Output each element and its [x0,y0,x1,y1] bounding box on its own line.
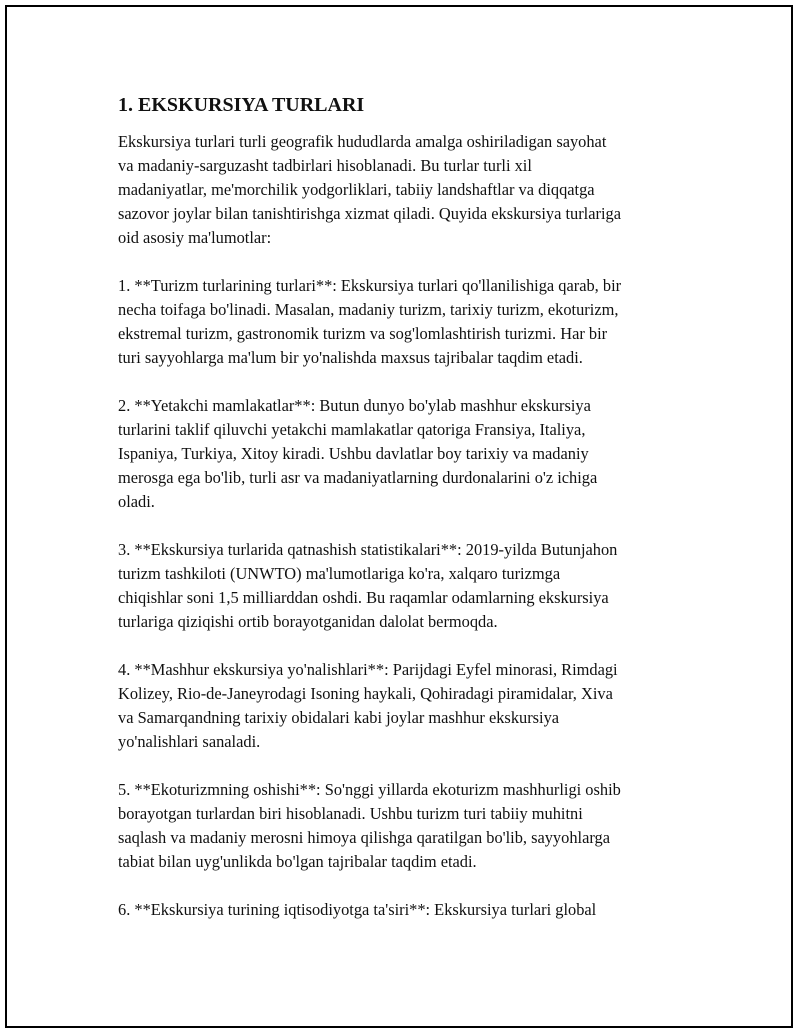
list-item-6: 6. **Ekskursiya turining iqtisodiyotga ta'siri**: Ekskursiya turlari global [118,900,597,919]
document-body [118,92,698,922]
paragraph-gap [118,874,698,898]
list-item-2: 2. **Yetakchi mamlakatlar**: Butun dunyo bo'ylab mashhur ekskursiya turlarini taklif qiluvchi yetakchi mamlakatlar qatoriga Fransiya, Italiya, Ispaniya, Turkiya, Xitoy kiradi. Ushbu davlatlar boy tarixiy va madaniy merosga ega bo'lib, turli asr va madaniyatlarning durdonalarini o'z ichiga oladi. [118,396,598,511]
list-item-4: 4. **Mashhur ekskursiya yo'nalishlari**: Parijdagi Eyfel minorasi, Rimdagi Kolizey, Rio-de-Janeyrodagi Isoning haykali, Qohiradagi piramidalar, Xiva va Samarqandning tarixiy obidalari kabi joylar mashhur ekskursiya yo'nalishlari sanaladi. [118,660,618,751]
list-item-1: 1. **Turizm turlarining turlari**: Ekskursiya turlari qo'llanilishiga qarab, bir necha toifaga bo'linadi. Masalan, madaniy turizm, tarixiy turizm, ekoturizm, ekstremal turizm, gastronomik turizm va sog'lomlashtirish turizmi. Har bir turi sayyohlarga ma'lum bir yo'nalishda maxsus tajribalar taqdim etadi. [118,276,622,367]
paragraph-gap [118,754,698,778]
list-item-3: 3. **Ekskursiya turlarida qatnashish statistikalari**: 2019-yilda Butunjahon turizm tashkiloti (UNWTO) ma'lumotlariga ko'ra, xalqaro turizmga chiqishlar soni 1,5 milliarddan oshdi. Bu raqamlar odamlarning ekskursiya turlariga qiziqishi ortib borayotganidan dalolat bermoqda. [118,540,618,631]
list-item-5: 5. **Ekoturizmning oshishi**: So'nggi yillarda ekoturizm mashhurligi oshib borayotgan turlardan biri hisoblanadi. Ushbu turizm turi tabiiy muhitni saqlash va madaniy merosni himoya qilishga qaratilgan bo'lib, sayyohlarga tabiat bilan uyg'unlikda bo'lgan tajribalar taqdim etadi. [118,780,621,871]
intro-paragraph: Ekskursiya turlari turli geografik hududlarda amalga oshiriladigan sayohat va madaniy-sarguzasht tadbirlari hisoblanadi. Bu turlar turli xil madaniyatlar, me'morchilik yodgorliklari, tabiiy landshaftlar va diqqatga sazovor joylar bilan tanishtirishga xizmat qiladi. Quyida ekskursiya turlariga oid asosiy ma'lumotlar: [118,132,621,247]
paragraph-gap [118,634,698,658]
paragraph-gap [118,370,698,394]
paragraph-gap [118,514,698,538]
paragraph-gap [118,250,698,274]
document-heading: 1. EKSKURSIYA TURLARI [118,94,365,116]
